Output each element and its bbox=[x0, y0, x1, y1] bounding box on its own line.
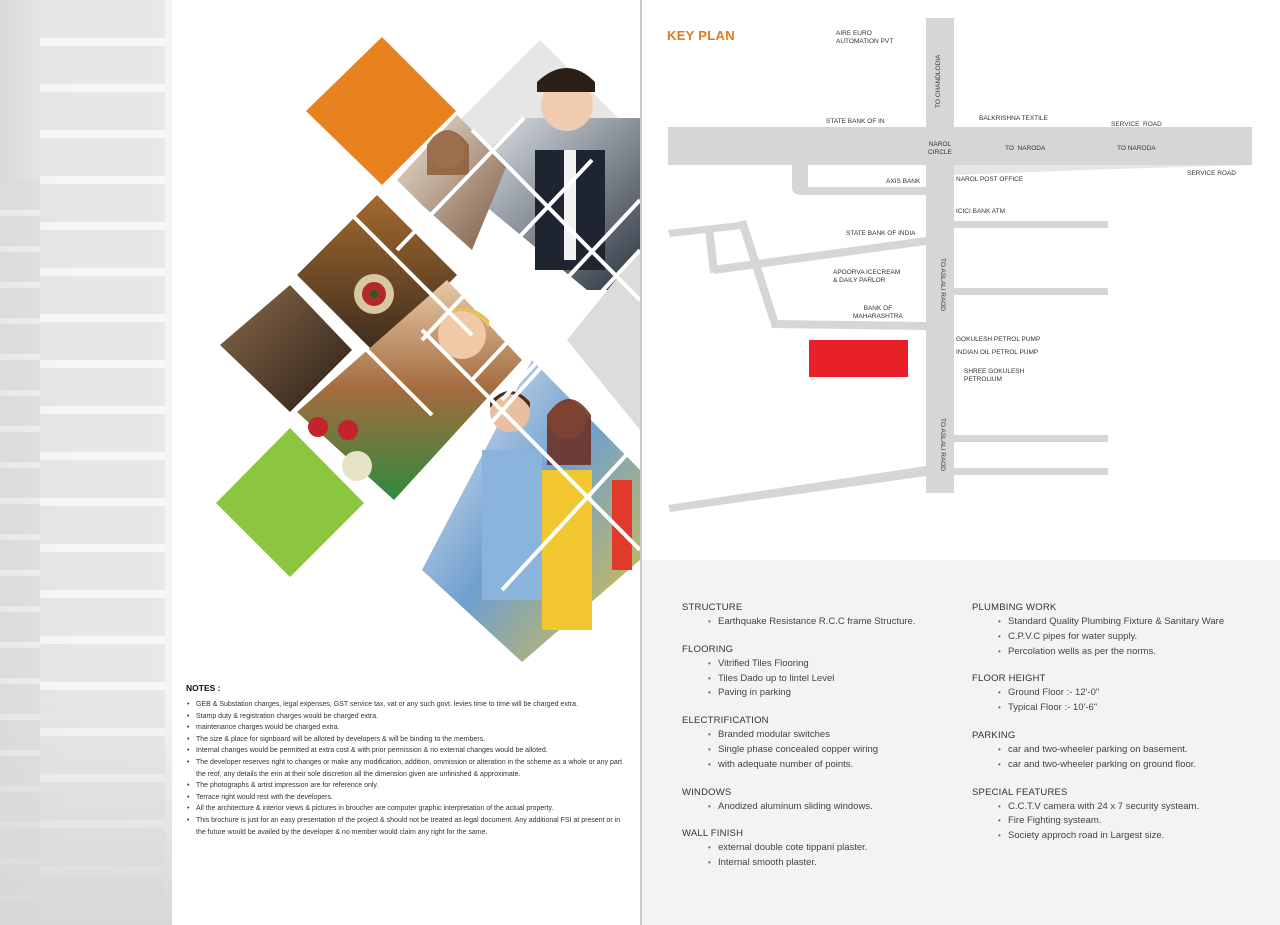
spec-item: • external double cote tippani plaster. bbox=[682, 841, 982, 856]
spec-list bbox=[972, 800, 1272, 844]
spec-item: • Percolation wells as per the norms. bbox=[972, 645, 1272, 660]
spec-heading-electrification: ELECTRIFICATION bbox=[682, 715, 769, 727]
spec-heading-special-features: SPECIAL FEATURES bbox=[972, 786, 1068, 798]
spec-heading-windows: WINDOWS bbox=[682, 786, 732, 798]
road-left-1 bbox=[668, 222, 742, 237]
spec-heading-parking: PARKING bbox=[972, 729, 1016, 741]
spec-heading-flooring: FLOORING bbox=[682, 643, 734, 655]
label-service-road: SERVICE ROAD bbox=[1111, 121, 1162, 128]
label-axis-bank: AXIS BANK bbox=[886, 178, 921, 185]
spec-item: • Single phase concealed copper wiring bbox=[682, 743, 982, 758]
note-item: • Terrace right would rest with the developers. bbox=[186, 792, 626, 804]
spec-list bbox=[972, 686, 1272, 716]
label-service-road-2: SERVICE ROAD bbox=[1187, 170, 1237, 177]
label-indian-oil: INDIAN OIL PETROL PUMP bbox=[956, 349, 1039, 356]
notes-title: NOTES : bbox=[186, 683, 221, 693]
road-left-4 bbox=[738, 220, 778, 322]
spec-item: • Fire Fighting systeam. bbox=[972, 814, 1272, 829]
project-site-marker bbox=[809, 340, 908, 377]
note-item: • Internal changes would be permitted at extra cost & with prior permission & no external changes would be alloted. bbox=[186, 745, 626, 757]
label-sbi: STATE BANK OF INDIA bbox=[846, 230, 916, 237]
label-apoorva: APOORVA ICECREAM & DAILY PARLOR bbox=[833, 269, 901, 284]
spec-heading-structure: STRUCTURE bbox=[682, 602, 743, 613]
left-page bbox=[172, 0, 640, 925]
notes-section bbox=[186, 683, 626, 838]
label-aire-euro: AIRE EURO AUTOMATION PVT bbox=[836, 30, 894, 45]
label-to-naroda: TO NARODA bbox=[1005, 145, 1046, 152]
road-left-bottom bbox=[668, 466, 926, 512]
street-ground bbox=[0, 695, 172, 925]
spec-heading-wall-finish: WALL FINISH bbox=[682, 828, 744, 840]
label-shree-gokulesh: SHREE GOKULESH PETROLIUM bbox=[964, 368, 1025, 383]
background-building bbox=[0, 0, 172, 925]
label-to-aslali-2: TO ASLALI RAOD bbox=[939, 418, 946, 471]
spec-column-right bbox=[972, 602, 1272, 858]
label-narol-post: NAROL POST OFFICE bbox=[956, 176, 1024, 183]
road-horizontal-main bbox=[668, 127, 1252, 165]
note-item: • Stamp duty & registration charges would be charged extra. bbox=[186, 711, 626, 723]
spec-item: • Tiles Dado up to lintel Level bbox=[682, 672, 982, 687]
label-narol-circle: NAROL CIRCLE bbox=[928, 141, 952, 156]
spec-item: • Paving in parking bbox=[682, 686, 982, 701]
spec-item: • Standard Quality Plumbing Fixture & Sanitary Ware bbox=[972, 615, 1272, 630]
note-item: • This brochure is just for an easy presentation of the project & should not be treated as legal document. Any additional FSI at present or in the future would be availed by the developer & no member would claim any right for the same. bbox=[186, 815, 626, 838]
spec-item: • C.P.V.C pipes for water supply. bbox=[972, 630, 1272, 645]
note-item: • The photographs & artist impression are for reference only. bbox=[186, 780, 626, 792]
key-plan-title: KEY PLAN bbox=[667, 28, 735, 43]
spec-item: • Earthquake Resistance R.C.C frame Structure. bbox=[682, 615, 982, 630]
spec-item: • Society approch road in Largest size. bbox=[972, 829, 1272, 844]
spec-item: • C.C.T.V camera with 24 x 7 security systeam. bbox=[972, 800, 1272, 815]
spec-item: • Branded modular switches bbox=[682, 728, 982, 743]
label-balkrishna: BALKRISHNA TEXTILE bbox=[979, 115, 1048, 122]
spec-item: • car and two-wheeler parking on ground floor. bbox=[972, 758, 1272, 773]
note-item: • GEB & Substation charges, legal expenses, GST service tax, vat or any such govt. levies time to time will be charged extra. bbox=[186, 699, 626, 711]
spec-list bbox=[682, 657, 982, 701]
label-icici: ICICI BANK ATM bbox=[956, 208, 1005, 215]
road-left-5 bbox=[770, 320, 926, 330]
spec-list bbox=[682, 841, 982, 871]
spec-column-left bbox=[682, 602, 982, 885]
spec-list bbox=[682, 615, 982, 630]
spec-list bbox=[972, 615, 1272, 659]
spec-item: • Anodized aluminum sliding windows. bbox=[682, 800, 982, 815]
spec-item: • car and two-wheeler parking on basement. bbox=[972, 743, 1272, 758]
spec-item: • Ground Floor :- 12'-0" bbox=[972, 686, 1272, 701]
spec-item: • Typical Floor :- 10'-6" bbox=[972, 701, 1272, 716]
spec-heading-plumbing: PLUMBING WORK bbox=[972, 602, 1057, 613]
label-state-bank-in: STATE BANK OF IN bbox=[826, 118, 885, 125]
note-item: • The developer reserves right to changes or make any modification, addition, ommission or alteration in the scheme as a whole or any part the reof, any details the erin at their sole discretion all the dimension given are unfinished & approximate. bbox=[186, 757, 626, 780]
spec-list bbox=[682, 728, 982, 772]
note-item: • All the architecture & interior views & pictures in broucher are computer graphic interpretation of the actual property. bbox=[186, 803, 626, 815]
label-to-naroda-2: TO NARODA bbox=[1117, 145, 1156, 152]
road-branch bbox=[954, 221, 1108, 228]
key-plan-map bbox=[642, 0, 1280, 560]
label-to-chandlodia: TO CHANDLODIA bbox=[935, 54, 942, 108]
spec-list bbox=[972, 743, 1272, 773]
spec-item: • with adequate number of points. bbox=[682, 758, 982, 773]
road-branch bbox=[954, 288, 1108, 295]
road-branch bbox=[954, 468, 1108, 475]
road-branch bbox=[954, 435, 1108, 442]
note-item: • maintenance charges would be charged extra. bbox=[186, 722, 626, 734]
label-bank-of-maharashtra: BANK OF MAHARASHTRA bbox=[853, 305, 903, 320]
spec-item: • Internal smooth plaster. bbox=[682, 856, 982, 871]
spec-list bbox=[682, 800, 982, 815]
photo-collage bbox=[172, 0, 640, 680]
label-to-aslali: TO ASLALI RAOD bbox=[939, 258, 946, 311]
label-gokulesh-pump: GOKULESH PETROL PUMP bbox=[956, 336, 1041, 343]
spec-item: • Vitrified Tiles Flooring bbox=[682, 657, 982, 672]
notes-list bbox=[186, 699, 626, 838]
spec-heading-floor-height: FLOOR HEIGHT bbox=[972, 673, 1046, 685]
note-item: • The size & place for signboard will be alloted by developers & will be binding to the members. bbox=[186, 734, 626, 746]
